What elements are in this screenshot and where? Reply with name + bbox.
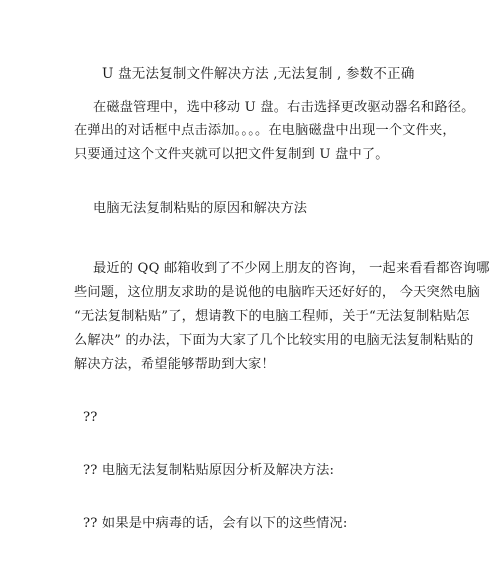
paragraph-line: 只要通过这个文件夹就可以把文件复制到 U 盘中了。: [74, 147, 389, 162]
question-marks-line: ??: [83, 410, 98, 425]
paragraph-line: 些问题，这位朋友求助的是说他的电脑昨天还好好的， 今天突然电脑: [74, 285, 481, 300]
paragraph-line: “无法复制粘贴”了，想请教下的电脑工程师，关于“无法复制粘贴怎: [74, 309, 470, 324]
paragraph-line: 在弹出的对话框中点击添加。。。。在电脑磁盘中出现一个文件夹，: [74, 123, 456, 138]
paragraph-line: 在磁盘管理中，选中移动 U 盘。右击选择更改驱动器名和路径。: [93, 100, 475, 115]
paragraph-line: 最近的 QQ 邮箱收到了不少网上朋友的咨询， 一起来看看都咨询哪: [93, 261, 490, 276]
subsection-line: ?? 如果是中病毒的话，会有以下的这些情况:: [83, 516, 348, 531]
document-title: U 盘无法复制文件解决方法 ,无法复制 , 参数不正确: [102, 66, 415, 82]
subsection-line: ?? 电脑无法复制粘贴原因分析及解决方法:: [83, 463, 335, 478]
paragraph-line: 么解决” 的办法，下面为大家了几个比较实用的电脑无法复制粘贴的: [74, 333, 474, 348]
section-heading: 电脑无法复制粘贴的原因和解决方法: [93, 201, 308, 216]
paragraph-line: 解决方法，希望能够帮助到大家！: [74, 357, 275, 372]
